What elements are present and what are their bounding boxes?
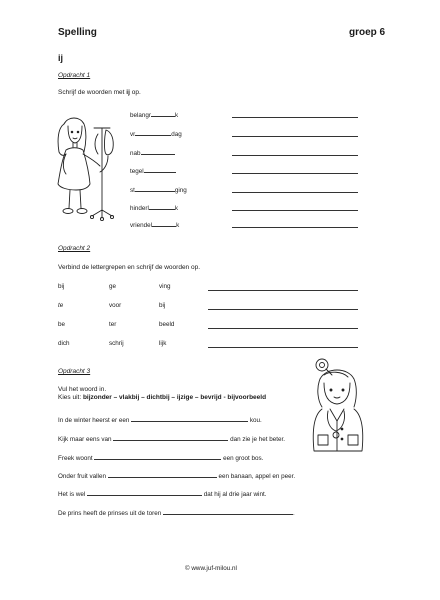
exercise-2-heading: Opdracht 2 [58, 245, 91, 252]
sentence-3: Freek woont een groot bos. [58, 452, 263, 462]
word-fill-5: st ging [130, 184, 187, 194]
word-fill-7: vriendel k [130, 219, 179, 229]
answer-line-2[interactable] [232, 136, 358, 137]
page-title: Spelling [58, 27, 97, 38]
blank-1[interactable] [131, 414, 248, 422]
doctor-illustration [300, 355, 380, 455]
answer-line-ex2-4[interactable] [208, 347, 358, 348]
syllable-2-3: bij [159, 302, 166, 309]
sentence-5: Het is wel dat hij al drie jaar wint. [58, 488, 266, 498]
blank-2[interactable] [113, 433, 228, 441]
word-choices: Kies uit: bijzonder – vlakbij – dichtbij – ijzige – bevrijd - bijvoorbeeld [58, 394, 267, 401]
blank-6[interactable] [163, 507, 293, 515]
answer-line-7[interactable] [232, 227, 358, 228]
sentence-1: In de winter heerst er een kou. [58, 414, 262, 424]
syllable-4-2: schrij [109, 340, 124, 347]
answer-line-6[interactable] [232, 210, 358, 211]
syllable-2-2: voor [109, 302, 122, 309]
answer-line-3[interactable] [232, 155, 358, 156]
sentence-2: Kijk maar eens van dan zie je het beter. [58, 433, 285, 443]
footer-copyright: © www.juf-milou.nl [185, 565, 237, 572]
syllable-4-3: lijk [159, 340, 167, 347]
syllable-3-1: be [58, 321, 66, 328]
topic-title: ij [58, 53, 64, 63]
answer-line-ex2-3[interactable] [208, 328, 358, 329]
exercise-1-instruction: Schrijf de woorden met ij op. [58, 89, 141, 96]
syllable-3-2: ter [109, 321, 117, 328]
syllable-1-3: ving [159, 283, 171, 290]
girl-iv-stand-illustration [48, 110, 128, 222]
syllable-1-1: bij [58, 283, 65, 290]
answer-line-ex2-1[interactable] [208, 290, 358, 291]
syllable-4-1: dich [58, 340, 70, 347]
blank-4[interactable] [108, 470, 217, 478]
word-fill-1: belangr k [130, 109, 178, 119]
blank-5[interactable] [87, 488, 202, 496]
exercise-2-instruction: Verbind de lettergrepen en schrijf de woorden op. [58, 264, 201, 271]
word-fill-2: vr dag [130, 128, 182, 138]
answer-line-4[interactable] [232, 173, 358, 174]
exercise-1-heading: Opdracht 1 [58, 72, 91, 79]
syllable-1-2: ge [109, 283, 117, 290]
group-label: groep 6 [349, 27, 386, 38]
answer-line-ex2-2[interactable] [208, 309, 358, 310]
word-fill-3: nab [130, 147, 175, 157]
blank-3[interactable] [94, 452, 221, 460]
answer-line-5[interactable] [232, 192, 358, 193]
exercise-3-heading: Opdracht 3 [58, 368, 91, 375]
sentence-6: De prins heeft de prinses uit de toren . [58, 507, 295, 517]
sentence-4: Onder fruit vallen een banaan, appel en peer. [58, 470, 295, 480]
word-fill-4: tegel [130, 165, 176, 175]
answer-line-1[interactable] [232, 117, 358, 118]
syllable-3-3: beeld [159, 321, 175, 328]
exercise-3-instruction: Vul het woord in. [58, 386, 107, 393]
syllable-2-1: te [58, 302, 64, 309]
word-fill-6: hinderl k [130, 202, 178, 212]
